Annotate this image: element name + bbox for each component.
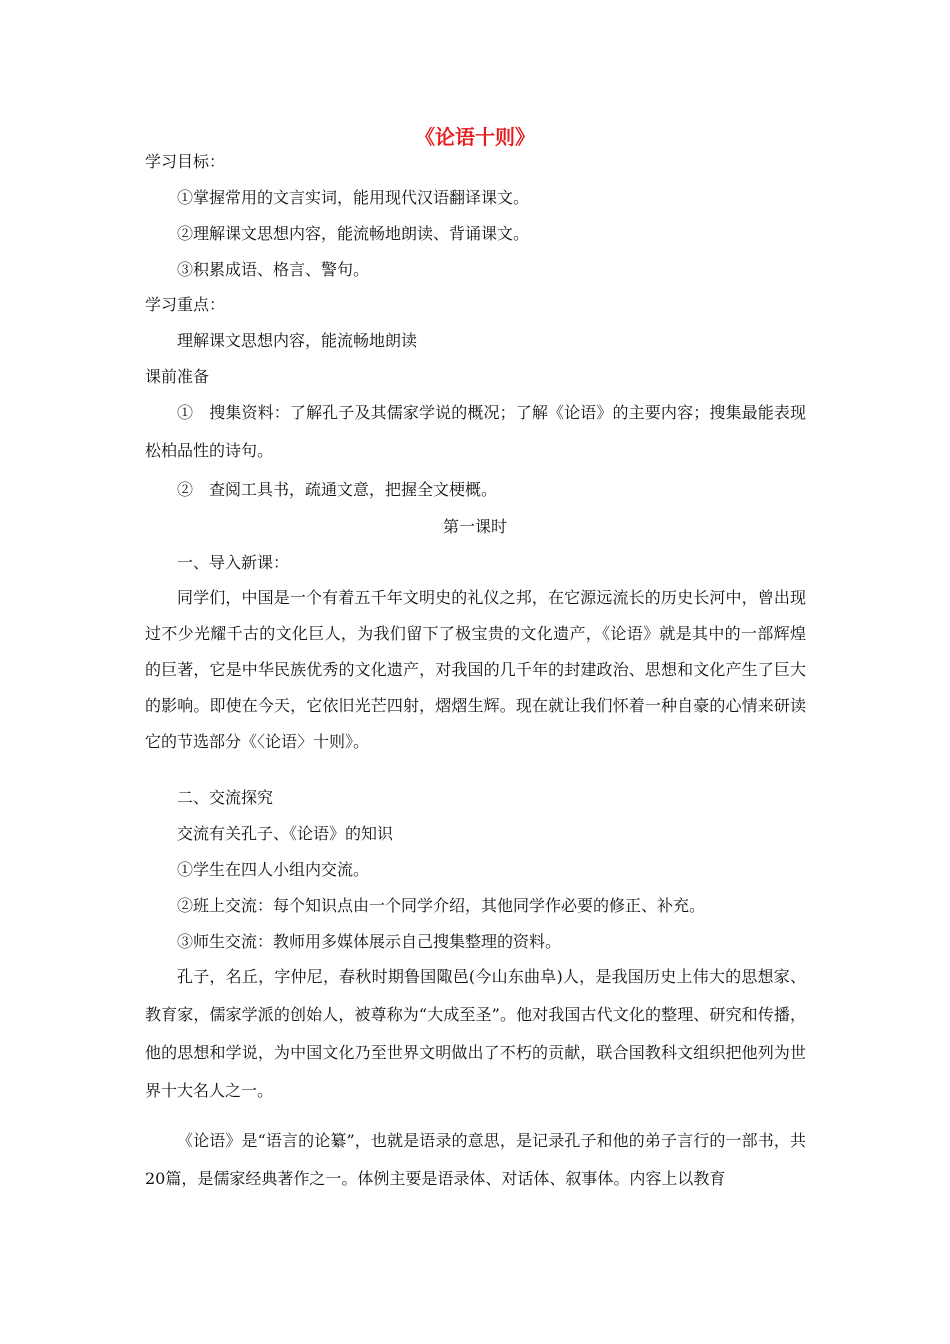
section1-paragraph: 同学们，中国是一个有着五千年文明史的礼仪之邦，在它源远流长的历史长河中，曾出现过不少光耀千古的文化巨人，为我们留下了极宝贵的文化遗产，《论语》就是其中的一部辉煌的巨著，它是中华民族优秀的文化遗产，对我国的几千年的封建政治、思想和文化产生了巨大的影响。即使在今天，它依旧光芒四射，熠熠生辉。现在就让我们怀着一种自豪的心情来研读它的节选部分《〈论语〉十则》。 [145, 588, 806, 751]
key-points-text: 理解课文思想内容，能流畅地朗读 [177, 331, 418, 350]
document-title: 《论语十则》 [415, 125, 535, 149]
section2-subheading: 交流有关孔子、《论语》的知识 [177, 824, 394, 843]
preparation-item-2: ② 查阅工具书，疏通文意，把握全文梗概。 [177, 480, 498, 499]
preparation-heading: 课前准备 [145, 367, 210, 386]
section2-heading: 二、交流探究 [177, 788, 274, 807]
key-points-heading: 学习重点： [145, 295, 226, 314]
lesson-title: 第一课时 [442, 517, 507, 536]
objective-item-1: ①掌握常用的文言实词，能用现代汉语翻译课文。 [177, 188, 530, 207]
confucius-paragraph: 孔子，名丘，字仲尼，春秋时期鲁国陬邑(今山东曲阜)人，是我国历史上伟大的思想家、教育家，儒家学派的创始人，被尊称为“大成至圣”。他对我国古代文化的整理、研究和传播，他的思想和学说，为中国文化乃至世界文明做出了不朽的贡献，联合国教科文组织把他列为世界十大名人之一。 [145, 967, 806, 1100]
lunyu-paragraph: 《论语》是“语言的论纂”，也就是语录的意思，是记录孔子和他的弟子言行的一部书，共20篇，是儒家经典著作之一。体例主要是语录体、对话体、叙事体。内容上以教育 [145, 1131, 806, 1188]
preparation-item-1: ① 搜集资料：了解孔子及其儒家学说的概况；了解《论语》的主要内容；搜集最能表现松柏品性的诗句。 [145, 403, 806, 460]
section1-heading: 一、导入新课： [177, 553, 290, 572]
section2-item-2: ②班上交流：每个知识点由一个同学介绍，其他同学作必要的修正、补充。 [177, 896, 706, 915]
section2-item-3: ③师生交流：教师用多媒体展示自己搜集整理的资料。 [177, 932, 562, 951]
section2-item-1: ①学生在四人小组内交流。 [177, 860, 370, 879]
objective-item-3: ③积累成语、格言、警句。 [177, 260, 370, 279]
objectives-heading: 学习目标： [145, 152, 226, 171]
objective-item-2: ②理解课文思想内容，能流畅地朗读、背诵课文。 [177, 224, 530, 243]
